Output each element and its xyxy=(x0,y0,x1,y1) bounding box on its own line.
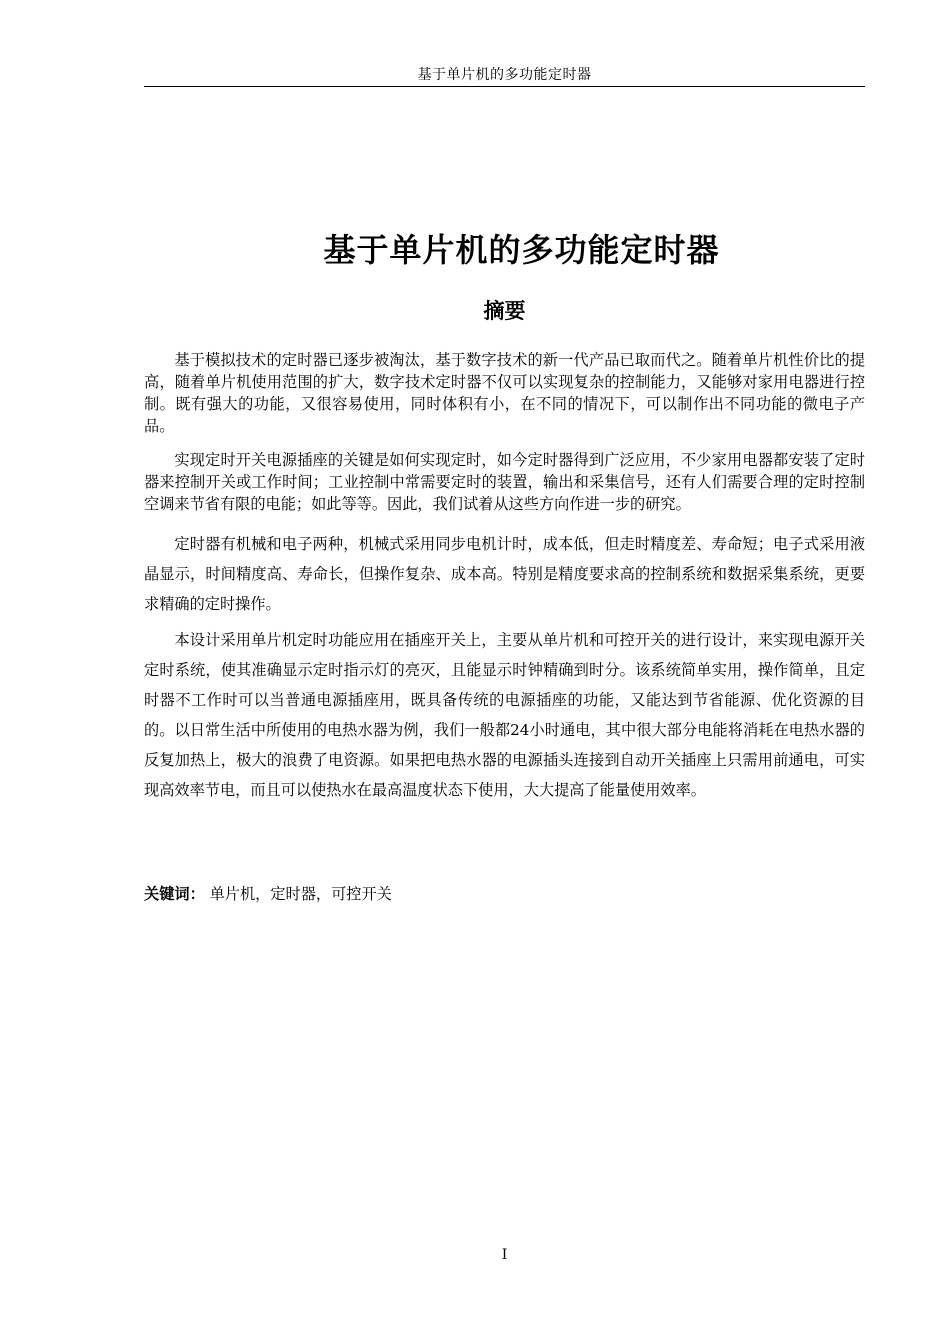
abstract-heading: 摘要 xyxy=(483,299,526,323)
abstract-paragraph-2: 实现定时开关电源插座的关键是如何实现定时，如今定时器得到广泛应用，不少家用电器都安装了定时器来控制开关或工作时间；工业控制中常需要定时的装置，输出和采集信号，还有人们需要合理的定时控制空调来节省有限的电能；如此等等。因此，我们试着从这些方向作进一步的研究。 xyxy=(144,451,865,513)
page-number: I xyxy=(501,1247,508,1263)
keywords-label: 关键词： xyxy=(144,885,205,903)
abstract-paragraph-1: 基于模拟技术的定时器已逐步被淘汰，基于数字技术的新一代产品已取而代之。随着单片机性价比的提高，随着单片机使用范围的扩大，数字技术定时器不仅可以实现复杂的控制能力，又能够对家用电器进行控制。既有强大的功能，又很容易使用，同时体积有小，在不同的情况下，可以制作出不同功能的微电子产品。 xyxy=(144,351,865,435)
keywords-line xyxy=(144,882,865,906)
running-header: 基于单片机的多功能定时器 xyxy=(417,67,592,83)
document-title: 基于单片机的多功能定时器 xyxy=(323,231,720,269)
abstract-paragraph-3: 定时器有机械和电子两种，机械式采用同步电机计时，成本低，但走时精度差、寿命短；电子式采用液晶显示，时间精度高、寿命长，但操作复杂、成本高。特别是精度要求高的控制系统和数据采集系统，更要求精确的定时操作。 xyxy=(144,535,865,613)
keywords-value: 单片机，定时器，可控开关 xyxy=(209,885,392,903)
header-rule xyxy=(144,86,865,87)
abstract-paragraph-4: 本设计采用单片机定时功能应用在插座开关上，主要从单片机和可控开关的进行设计，来实现电源开关定时系统，使其准确显示定时指示灯的亮灭，且能显示时钟精确到时分。该系统简单实用，操作简单，且定时器不工作时可以当普通电源插座用，既具备传统的电源插座的功能，又能达到节省能源、优化资源的目的。以日常生活中所使用的电热水器为例，我们一般都24小时通电，其中很大部分电能将消耗在电热水器的反复加热上，极大的浪费了电资源。如果把电热水器的电源插头连接到自动开关插座上只需用前通电，可实现高效率节电，而且可以使热水在最高温度状态下使用，大大提高了能量使用效率。 xyxy=(144,631,865,799)
